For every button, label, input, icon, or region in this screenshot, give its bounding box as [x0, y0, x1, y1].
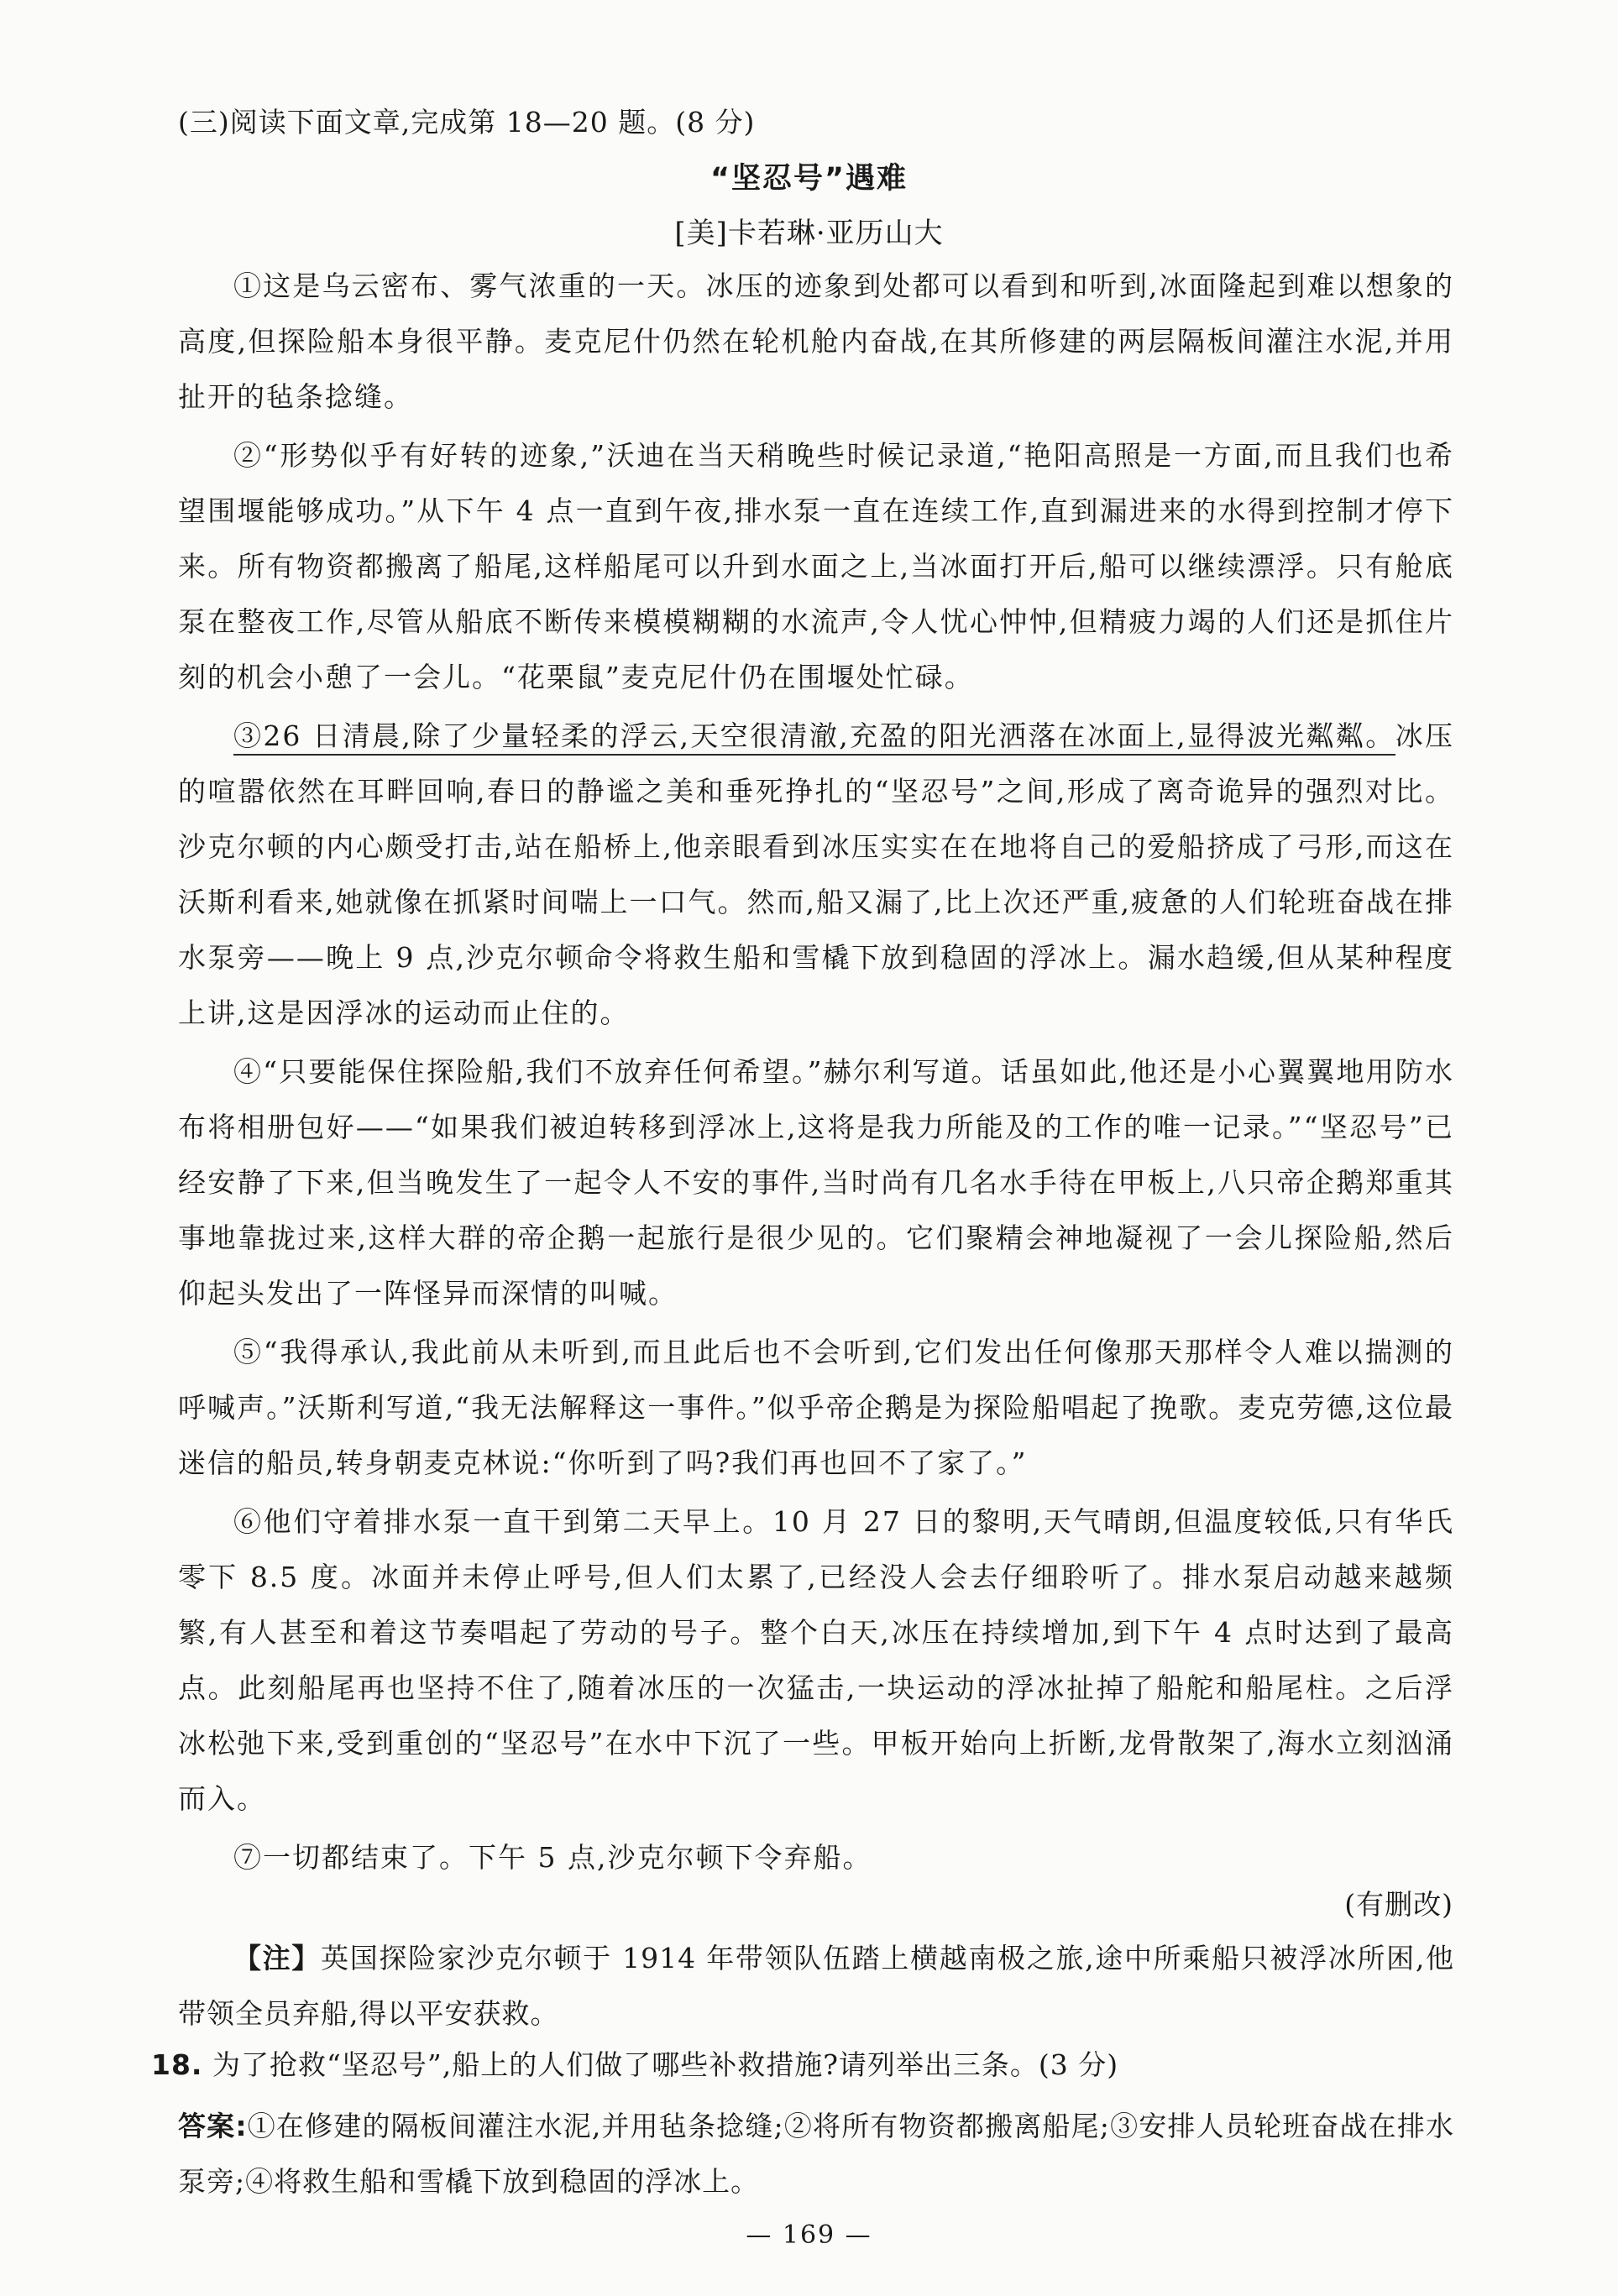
source-note: (有删改): [1344, 1888, 1453, 1921]
paragraph-3: [178, 709, 1454, 1041]
paragraph-6: [178, 1494, 1454, 1827]
question-18: [151, 2044, 1461, 2086]
paragraph-text: ⑤“我得承认,我此前从未听到,而且此后也不会听到,它们发出任何像那天那样令人难以揣测的呼喊声。”沃斯利写道,“我无法解释这一事件。”似乎帝企鹅是为探险船唱起了挽歌。麦克劳德,这位最迷信的船员,转身朝麦克林说:“你听到了吗?我们再也回不了家了。”: [178, 1336, 1454, 1479]
paragraph-text: 冰压的喧嚣依然在耳畔回响,春日的静谧之美和垂死挣扎的“坚忍号”之间,形成了离奇诡异的强烈对比。沙克尔顿的内心颇受打击,站在船桥上,他亲眼看到冰压实实在在地将自己的爱船挤成了弓形,而这在沃斯利看来,她就像在抓紧时间喘上一口气。然而,船又漏了,比上次还严重,疲惫的人们轮班奋战在排水泵旁——晚上 9 点,沙克尔顿命令将救生船和雪橇下放到稳固的浮冰上。漏水趋缓,但从某种程度上讲,这是因浮冰的运动而止住的。: [178, 719, 1454, 1029]
paragraph-4: [178, 1044, 1454, 1321]
article-title: “坚忍号”遇难: [710, 162, 908, 196]
answer-18: [178, 2099, 1454, 2210]
paragraph-1: [178, 259, 1454, 425]
question-number: 18.: [151, 2048, 203, 2081]
paragraph-2: [178, 428, 1454, 705]
footnote-label: 【注】: [233, 1942, 322, 1974]
answer-label: 答案:: [178, 2110, 248, 2142]
paragraph-text: ⑦一切都结束了。下午 5 点,沙克尔顿下令弃船。: [233, 1841, 872, 1874]
footnote: [178, 1931, 1454, 2042]
section-heading: (三)阅读下面文章,完成第 18—20 题。(8 分): [178, 106, 756, 139]
paragraph-text: ④“只要能保住探险船,我们不放弃任何希望。”赫尔利写道。话虽如此,他还是小心翼翼地用防水布将相册包好——“如果我们被迫转移到浮冰上,这将是我力所能及的工作的唯一记录。”“坚忍号”已经安静了下来,但当晚发生了一起令人不安的事件,当时尚有几名水手待在甲板上,八只帝企鹅郑重其事地靠拢过来,这样大群的帝企鹅一起旅行是很少见的。它们聚精会神地凝视了一会儿探险船,然后仰起头发出了一阵怪异而深情的叫喊。: [178, 1055, 1454, 1310]
article-author: [美]卡若琳·亚历山大: [674, 217, 944, 250]
footnote-text: 英国探险家沙克尔顿于 1914 年带领队伍踏上横越南极之旅,途中所乘船只被浮冰所困,他带领全员弃船,得以平安获救。: [178, 1942, 1454, 2030]
paragraph-5: [178, 1325, 1454, 1491]
page-number: — 169 —: [746, 2220, 872, 2250]
paragraph-text: ①这是乌云密布、雾气浓重的一天。冰压的迹象到处都可以看到和听到,冰面隆起到难以想象的高度,但探险船本身很平静。麦克尼什仍然在轮机舱内奋战,在其所修建的两层隔板间灌注水泥,并用扯开的毡条捻缝。: [178, 269, 1454, 413]
paragraph-text: ⑥他们守着排水泵一直干到第二天早上。10 月 27 日的黎明,天气晴朗,但温度较低,只有华氏零下 8.5 度。冰面并未停止呼号,但人们太累了,已经没人会去仔细聆听了。排水泵启动越来越频繁,有人甚至和着这节奏唱起了劳动的号子。整个白天,冰压在持续增加,到下午 4 点时达到了最高点。此刻船尾再也坚持不住了,随着冰压的一次猛击,一块运动的浮冰扯掉了船舵和船尾柱。之后浮冰松弛下来,受到重创的“坚忍号”在水中下沉了一些。甲板开始向上折断,龙骨散架了,海水立刻汹涌而入。: [178, 1505, 1454, 1815]
underlined-sentence: ③26 日清晨,除了少量轻柔的浮云,天空很清澈,充盈的阳光洒落在冰面上,显得波光粼粼。: [233, 719, 1395, 756]
answer-text: ①在修建的隔板间灌注水泥,并用毡条捻缝;②将所有物资都搬离船尾;③安排人员轮班奋战在排水泵旁;④将救生船和雪橇下放到稳固的浮冰上。: [178, 2110, 1455, 2198]
question-text: 为了抢救“坚忍号”,船上的人们做了哪些补救措施?请列举出三条。(3 分): [212, 2048, 1119, 2081]
paragraph-7: [178, 1830, 1454, 1885]
article-body: [178, 259, 1454, 1889]
paragraph-text: ②“形势似乎有好转的迹象,”沃迪在当天稍晚些时候记录道,“艳阳高照是一方面,而且我们也希望围堰能够成功。”从下午 4 点一直到午夜,排水泵一直在连续工作,直到漏进来的水得到控制才停下来。所有物资都搬离了船尾,这样船尾可以升到水面之上,当冰面打开后,船可以继续漂浮。只有舱底泵在整夜工作,尽管从船底不断传来模模糊糊的水流声,令人忧心忡忡,但精疲力竭的人们还是抓住片刻的机会小憩了一会儿。“花栗鼠”麦克尼什仍在围堰处忙碌。: [178, 439, 1454, 693]
